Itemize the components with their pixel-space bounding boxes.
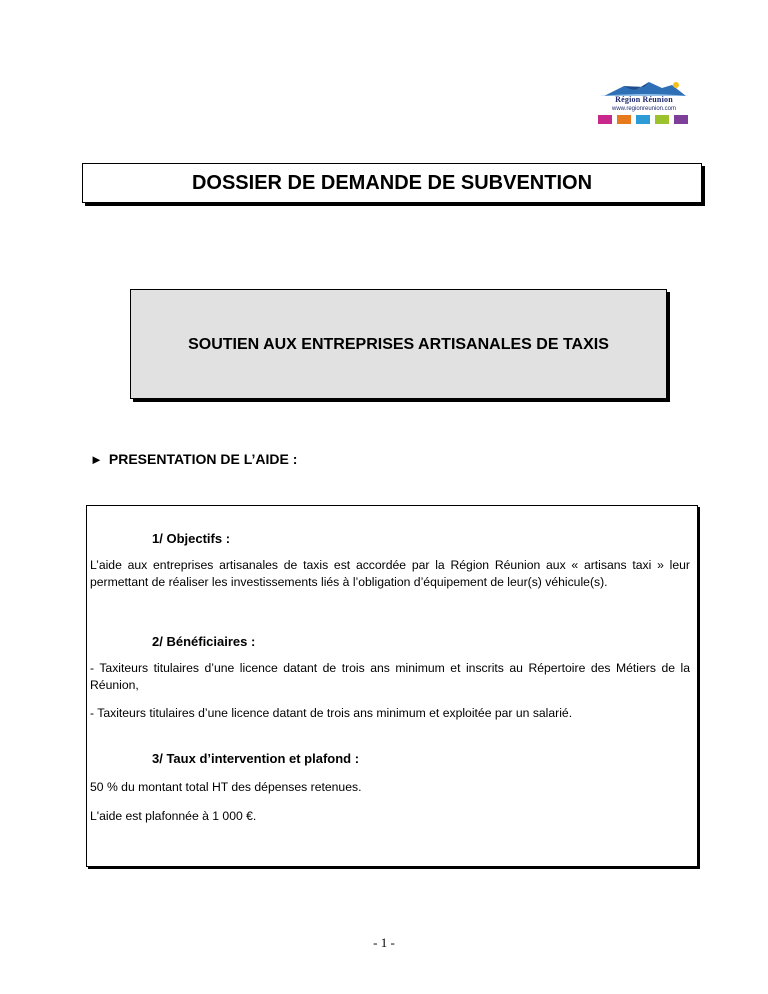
section-heading [90,451,297,467]
beneficiaires-heading: 2/ Bénéficiaires : [152,634,256,649]
mountain-logo-icon [594,80,694,96]
logo-color-square [617,115,631,124]
logo-name: Région Réunion [615,95,673,104]
document-title: DOSSIER DE DEMANDE DE SUBVENTION [191,171,593,194]
objectifs-heading: 1/ Objectifs : [152,531,231,546]
beneficiaires-item-1: - Taxiteurs titulaires d’une licence datant de trois ans minimum et inscrits au Répertoire des Métiers de la Réunion, [90,661,690,692]
taux-text-1: 50 % du montant total HT des dépenses retenues. [90,780,362,794]
logo-color-square [655,115,669,124]
region-logo [594,80,694,130]
logo-color-square [674,115,688,124]
logo-color-square [636,115,650,124]
subtitle-box [130,289,667,399]
taux-text-2: L'aide est plafonnée à 1 000 €. [90,809,257,823]
beneficiaires-item-2: - Taxiteurs titulaires d’une licence datant de trois ans minimum et exploitée par un salarié. [90,706,573,720]
triangle-bullet-icon: ► [90,452,103,467]
logo-url: www.regionreunion.com [611,106,677,112]
taux-heading: 3/ Taux d’intervention et plafond : [152,751,360,766]
logo-color-square [598,115,612,124]
title-box [82,163,702,203]
document-subtitle: SOUTIEN AUX ENTREPRISES ARTISANALES DE TAXIS [188,335,609,353]
section-heading-text: PRESENTATION DE L’AIDE : [108,451,298,467]
objectifs-text: L’aide aux entreprises artisanales de taxis est accordée par la Région Réunion aux « artisans taxi » leur permettant de réaliser les investissements liés à l’obligation d’équipement de leur(s) véhicule(s). [90,558,690,589]
page-number: - 1 - [373,935,395,950]
